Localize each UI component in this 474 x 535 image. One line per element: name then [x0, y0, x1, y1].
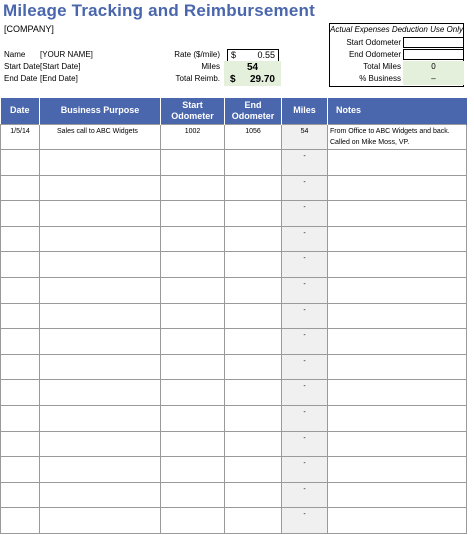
table-row [1, 354, 467, 380]
name-value[interactable]: [YOUR NAME] [40, 50, 93, 59]
ae-start-odometer-input[interactable] [403, 37, 464, 48]
miles-label: Miles [201, 62, 220, 71]
table-row [1, 278, 467, 304]
cell-purpose[interactable] [40, 201, 161, 227]
col-header-date: Date [1, 98, 40, 124]
table-row [1, 482, 467, 508]
cell-end-odometer[interactable] [225, 226, 282, 252]
table-row [1, 124, 467, 150]
table-row [1, 329, 467, 355]
table-row [1, 252, 467, 278]
cell-notes[interactable] [328, 354, 467, 380]
ae-business-pct-value: – [403, 73, 464, 85]
cell-end-odometer[interactable]: 1056 [225, 124, 282, 150]
table-row [1, 226, 467, 252]
cell-miles: - [282, 329, 328, 355]
ae-end-odometer-input[interactable] [403, 49, 464, 60]
cell-notes[interactable] [328, 380, 467, 406]
cell-miles: - [282, 150, 328, 176]
cell-start-odometer[interactable] [161, 329, 225, 355]
cell-miles: - [282, 482, 328, 508]
cell-notes[interactable] [328, 303, 467, 329]
ae-total-miles-value: 0 [403, 61, 464, 73]
cell-start-odometer[interactable] [161, 431, 225, 457]
cell-purpose[interactable] [40, 252, 161, 278]
cell-purpose[interactable] [40, 354, 161, 380]
cell-date[interactable] [1, 406, 40, 432]
cell-purpose[interactable] [40, 303, 161, 329]
cell-purpose[interactable] [40, 226, 161, 252]
cell-date[interactable] [1, 354, 40, 380]
cell-notes[interactable] [328, 150, 467, 176]
cell-miles: - [282, 303, 328, 329]
cell-purpose[interactable] [40, 329, 161, 355]
cell-start-odometer[interactable] [161, 278, 225, 304]
cell-notes[interactable] [328, 431, 467, 457]
cell-miles: - [282, 508, 328, 534]
end-date-value[interactable]: [End Date] [40, 74, 78, 83]
actual-expenses-title: Actual Expenses Deduction Use Only [330, 25, 463, 34]
ae-business-pct-label: % Business [359, 74, 401, 83]
cell-date[interactable] [1, 226, 40, 252]
cell-date[interactable] [1, 150, 40, 176]
cell-date[interactable] [1, 482, 40, 508]
cell-start-odometer[interactable] [161, 252, 225, 278]
cell-miles: - [282, 252, 328, 278]
table-row [1, 380, 467, 406]
total-miles-value: 54 [224, 61, 281, 74]
cell-start-odometer[interactable] [161, 406, 225, 432]
cell-miles: - [282, 457, 328, 483]
cell-miles: 54 [282, 124, 328, 150]
cell-purpose[interactable] [40, 457, 161, 483]
cell-end-odometer[interactable] [225, 457, 282, 483]
cell-date[interactable] [1, 457, 40, 483]
cell-start-odometer[interactable] [161, 201, 225, 227]
cell-start-odometer[interactable] [161, 303, 225, 329]
ae-total-miles-label: Total Miles [363, 62, 401, 71]
col-header-start-odometer: Start Odometer [161, 98, 225, 124]
cell-purpose[interactable] [40, 431, 161, 457]
cell-date[interactable] [1, 252, 40, 278]
cell-end-odometer[interactable] [225, 278, 282, 304]
table-row [1, 406, 467, 432]
cell-notes[interactable] [328, 278, 467, 304]
cell-purpose[interactable] [40, 175, 161, 201]
cell-miles: - [282, 175, 328, 201]
reimb-label: Total Reimb. [175, 74, 220, 83]
cell-start-odometer[interactable] [161, 457, 225, 483]
cell-end-odometer[interactable] [225, 329, 282, 355]
cell-end-odometer[interactable] [225, 175, 282, 201]
cell-end-odometer[interactable] [225, 380, 282, 406]
reimb-value: 29.70 [249, 74, 275, 85]
cell-purpose[interactable] [40, 278, 161, 304]
total-reimb-cell [224, 73, 281, 86]
cell-date[interactable] [1, 508, 40, 534]
cell-end-odometer[interactable] [225, 201, 282, 227]
cell-purpose[interactable] [40, 380, 161, 406]
table-row [1, 508, 467, 534]
cell-miles: - [282, 431, 328, 457]
cell-end-odometer[interactable] [225, 482, 282, 508]
cell-purpose[interactable] [40, 508, 161, 534]
table-row [1, 431, 467, 457]
cell-miles: - [282, 278, 328, 304]
cell-date[interactable] [1, 278, 40, 304]
col-header-purpose: Business Purpose [40, 98, 161, 124]
rate-label: Rate ($/mile) [174, 50, 220, 59]
cell-end-odometer[interactable] [225, 431, 282, 457]
start-date-value[interactable]: [Start Date] [40, 62, 81, 71]
cell-end-odometer[interactable] [225, 303, 282, 329]
col-header-end-odometer: End Odometer [225, 98, 282, 124]
cell-start-odometer[interactable] [161, 508, 225, 534]
cell-miles: - [282, 354, 328, 380]
table-row [1, 175, 467, 201]
cell-date[interactable] [1, 380, 40, 406]
cell-start-odometer[interactable]: 1002 [161, 124, 225, 150]
cell-purpose[interactable] [40, 150, 161, 176]
table-row [1, 201, 467, 227]
col-header-miles: Miles [282, 98, 328, 124]
page-title: Mileage Tracking and Reimbursement [3, 1, 315, 20]
cell-start-odometer[interactable] [161, 226, 225, 252]
cell-miles: - [282, 406, 328, 432]
ae-end-odometer-label: End Odometer [348, 50, 401, 59]
table-row [1, 150, 467, 176]
col-header-notes: Notes [328, 98, 467, 124]
mileage-table [0, 98, 466, 534]
cell-notes[interactable] [328, 457, 467, 483]
cell-notes[interactable] [328, 329, 467, 355]
cell-end-odometer[interactable] [225, 354, 282, 380]
table-row [1, 303, 467, 329]
rate-value: 0.55 [257, 50, 275, 60]
cell-start-odometer[interactable] [161, 380, 225, 406]
cell-notes[interactable] [328, 201, 467, 227]
table-header-row [1, 98, 467, 124]
cell-notes[interactable] [328, 252, 467, 278]
cell-date[interactable]: 1/5/14 [1, 124, 40, 150]
end-date-label: End Date [4, 74, 38, 83]
cell-miles: - [282, 380, 328, 406]
actual-expenses-box [329, 23, 464, 87]
name-label: Name [4, 50, 26, 59]
reimb-currency: $ [230, 74, 236, 85]
cell-date[interactable] [1, 303, 40, 329]
cell-notes[interactable] [328, 226, 467, 252]
cell-notes[interactable] [328, 482, 467, 508]
cell-miles: - [282, 226, 328, 252]
company-name[interactable]: [COMPANY] [4, 24, 54, 34]
start-date-label: Start Date [4, 62, 41, 71]
cell-end-odometer[interactable] [225, 150, 282, 176]
cell-end-odometer[interactable] [225, 508, 282, 534]
cell-start-odometer[interactable] [161, 150, 225, 176]
cell-start-odometer[interactable] [161, 175, 225, 201]
cell-miles: - [282, 201, 328, 227]
table-row [1, 457, 467, 483]
cell-notes[interactable]: From Office to ABC Widgets and back. Called on Mike Moss, VP. [328, 124, 467, 150]
cell-start-odometer[interactable] [161, 354, 225, 380]
cell-date[interactable] [1, 329, 40, 355]
cell-date[interactable] [1, 201, 40, 227]
ae-start-odometer-label: Start Odometer [346, 38, 401, 47]
cell-notes[interactable] [328, 406, 467, 432]
cell-end-odometer[interactable] [225, 406, 282, 432]
rate-currency: $ [231, 50, 237, 60]
cell-purpose[interactable]: Sales call to ABC Widgets [40, 124, 161, 150]
cell-purpose[interactable] [40, 482, 161, 508]
cell-notes[interactable] [328, 175, 467, 201]
cell-date[interactable] [1, 431, 40, 457]
cell-purpose[interactable] [40, 406, 161, 432]
cell-start-odometer[interactable] [161, 482, 225, 508]
cell-date[interactable] [1, 175, 40, 201]
cell-end-odometer[interactable] [225, 252, 282, 278]
cell-notes[interactable] [328, 508, 467, 534]
